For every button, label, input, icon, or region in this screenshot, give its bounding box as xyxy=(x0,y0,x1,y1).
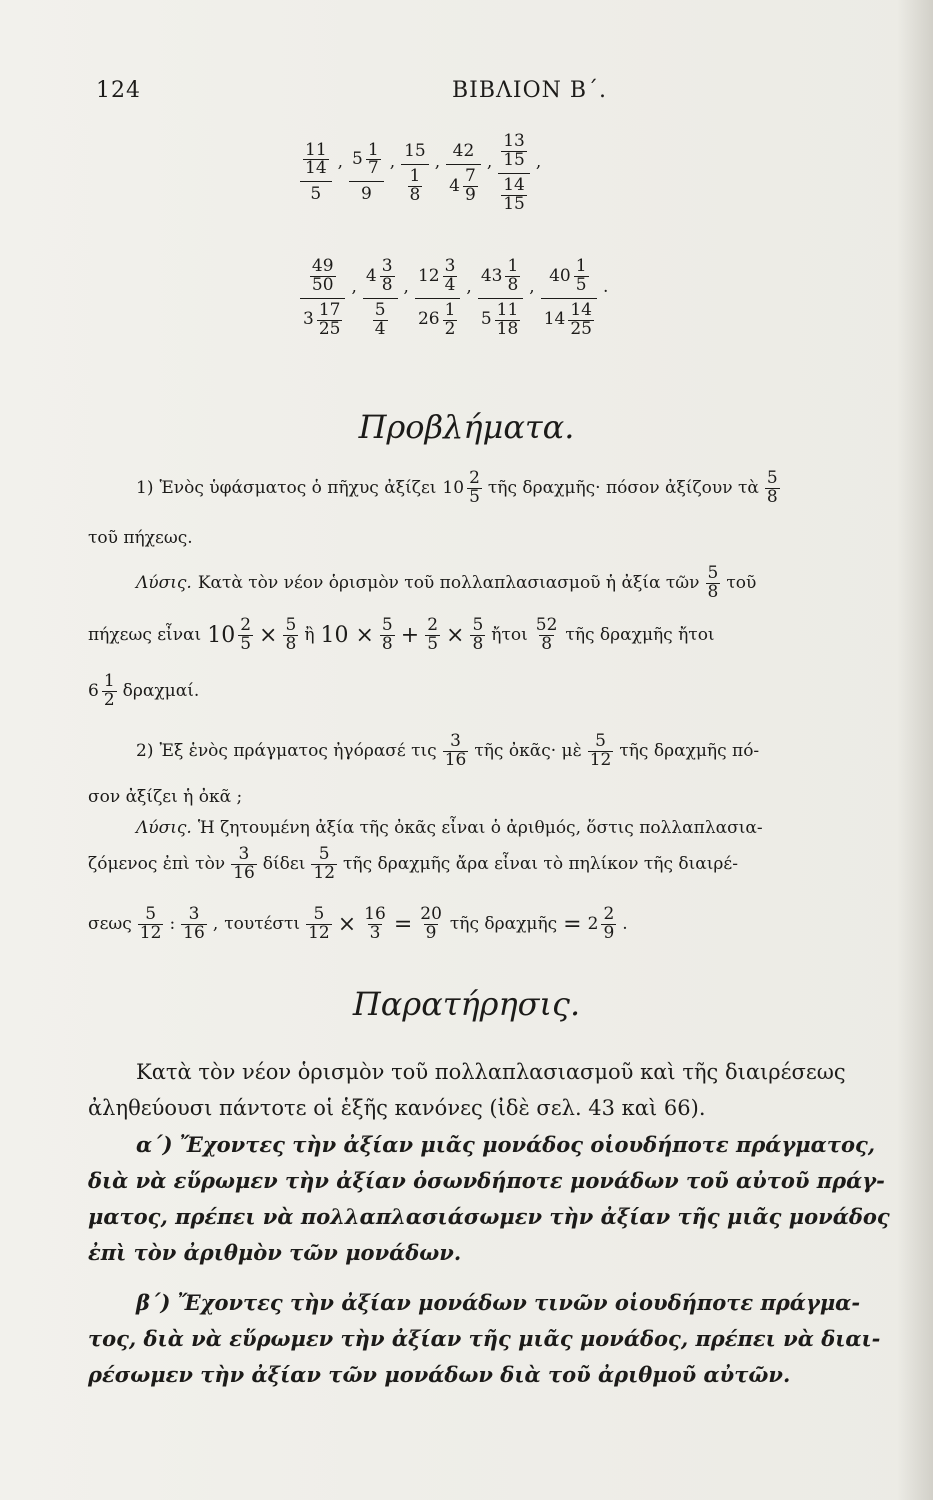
exercise-row-1: $\frac{11}{14}$ 5 , 5 $\frac{1}{7}$ 9 , 15 $\frac{1}{8}$ , 42 4 $\frac{7}{9}$ , $\frac{13}{15}$ $\frac{14}{15}$ , xyxy=(300,133,541,213)
page-number: 124 xyxy=(96,78,141,103)
compound-fraction: $\frac{11}{14}$ 5 xyxy=(300,142,332,205)
problems-heading: Προβλήματα. xyxy=(358,408,575,446)
problem-2-statement: 2) Ἐξ ἑνὸς πράγματος ἠγόρασέ τις $\frac{3}{16}$ τῆς ὀκᾶς· μὲ $\frac{5}{12}$ τῆς δραχμῆς πό- xyxy=(136,731,760,770)
rule-a-line-1: α΄) Ἔχοντες τὴν ἀξίαν μιᾶς μονάδος οἱουδήποτε πράγματος, xyxy=(136,1132,876,1157)
rule-a-line-3: ματος, πρέπει νὰ πολλαπλασιάσωμεν τὴν ἀξίαν τῆς μιᾶς μονάδος xyxy=(88,1204,890,1229)
problem-1-answer: 6 $\frac{1}{2}$ δραχμαί. xyxy=(88,671,200,710)
problem-2-statement-end: σον ἀξίζει ἡ ὀκᾶ ; xyxy=(88,787,243,807)
rule-b-line-1: β΄) Ἔχοντες τὴν ἀξίαν μονάδων τινῶν οἱουδήποτε πράγμα- xyxy=(136,1290,861,1315)
running-title: ΒΙΒΛΙΟΝ Β΄. xyxy=(452,78,608,103)
problem-1-expression: πήχεως εἶναι 10 $\frac{2}{5}$ × $\frac{5}{8}$ ἢ 10 × $\frac{5}{8}$ + $\frac{2}{5}$ × $\frac{5}{8}$ ἤτοι $\frac{52}{8}$ τῆς δραχμῆς ἤτοι xyxy=(88,615,715,654)
rule-b-line-3: ρέσωμεν τὴν ἀξίαν τῶν μονάδων διὰ τοῦ ἀριθμοῦ αὐτῶν. xyxy=(88,1362,791,1387)
compound-fraction: 12 $\frac{3}{4}$ 26 $\frac{1}{2}$ xyxy=(415,258,460,338)
compound-fraction: $\frac{49}{50}$ 3 $\frac{17}{25}$ xyxy=(300,258,345,338)
problem-1-solution: Λύσις. Κατὰ τὸν νέον ὁρισμὸν τοῦ πολλαπλασιασμοῦ ἡ ἀξία τῶν $\frac{5}{8}$ τοῦ xyxy=(136,563,757,602)
rule-a-line-2: διὰ νὰ εὕρωμεν τὴν ἀξίαν ὁσωνδήποτε μονάδων τοῦ αὐτοῦ πράγ- xyxy=(88,1168,885,1193)
exercise-row-2: $\frac{49}{50}$ 3 $\frac{17}{25}$ , 4 $\frac{3}{8}$ $\frac{5}{4}$ , 12 $\frac{3}{4}$ 26 $\frac{1}{2}$ , 43 $\frac{1}{8}$ 5 $\frac{11}{18}$ , 40 $\frac{1}{5}$ 14 $\frac{14}{25}$ . xyxy=(300,258,608,338)
remark-line-2: ἀληθεύουσι πάντοτε οἱ ἑξῆς κανόνες (ἰδὲ σελ. 43 καὶ 66). xyxy=(88,1096,706,1120)
problem-2-solution-cont: ζόμενος ἐπὶ τὸν $\frac{3}{16}$ δίδει $\frac{5}{12}$ τῆς δραχμῆς ἄρα εἶναι τὸ πηλίκον τῆς διαιρέ- xyxy=(88,844,738,883)
compound-fraction: 40 $\frac{1}{5}$ 14 $\frac{14}{25}$ xyxy=(541,258,597,338)
problem-1-statement-end: τοῦ πήχεως. xyxy=(88,528,193,548)
compound-fraction: 43 $\frac{1}{8}$ 5 $\frac{11}{18}$ xyxy=(478,258,523,338)
remark-heading: Παρατήρησις. xyxy=(352,985,581,1023)
problem-2-computation: σεως $\frac{5}{12}$ : $\frac{3}{16}$ , τουτέστι $\frac{5}{12}$ × $\frac{16}{3}$ = $\frac{20}{9}$ τῆς δραχμῆς = 2 $\frac{2}{9}$ . xyxy=(88,904,628,943)
compound-fraction: 4 $\frac{3}{8}$ $\frac{5}{4}$ xyxy=(363,258,398,338)
compound-fraction: 5 $\frac{1}{7}$ 9 xyxy=(349,142,384,205)
remark-line-1: Κατὰ τὸν νέον ὁρισμὸν τοῦ πολλαπλασιασμοῦ καὶ τῆς διαιρέσεως xyxy=(136,1060,846,1084)
rule-a-line-4: ἐπὶ τὸν ἀριθμὸν τῶν μονάδων. xyxy=(88,1240,462,1265)
compound-fraction: 42 4 $\frac{7}{9}$ xyxy=(446,142,481,205)
compound-fraction: 15 $\frac{1}{8}$ xyxy=(401,142,429,205)
compound-fraction: $\frac{13}{15}$ $\frac{14}{15}$ xyxy=(498,133,530,213)
problem-1-statement: 1) Ἑνὸς ὑφάσματος ὁ πῆχυς ἀξίζει 10 $\frac{2}{5}$ τῆς δραχμῆς· πόσον ἀξίζουν τὰ $\frac{5}{8}$ xyxy=(136,468,778,507)
problem-2-solution: Λύσις. Ἡ ζητουμένη ἀξία τῆς ὀκᾶς εἶναι ὁ ἀριθμός, ὅστις πολλαπλασια- xyxy=(136,818,763,838)
rule-b-line-2: τος, διὰ νὰ εὕρωμεν τὴν ἀξίαν τῆς μιᾶς μονάδος, πρέπει νὰ διαι- xyxy=(88,1326,881,1351)
